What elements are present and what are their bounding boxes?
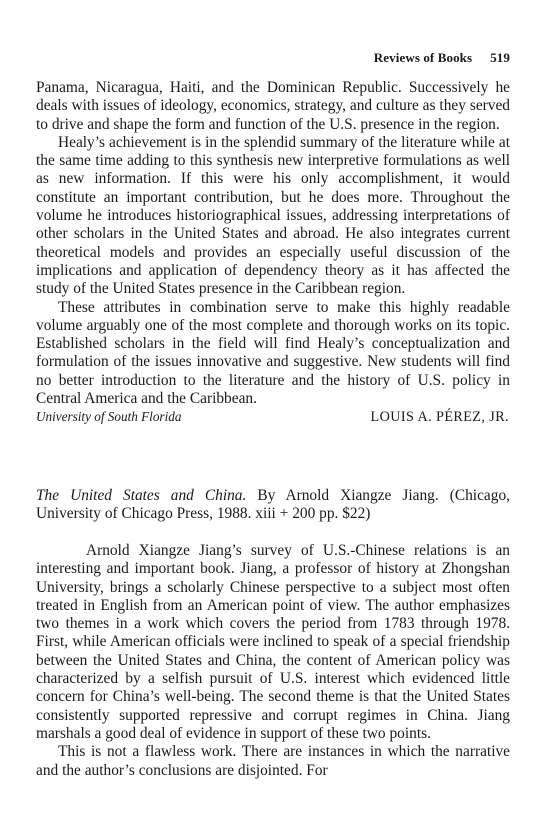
review-two-body — [36, 542, 510, 780]
review-one-paragraph-1: Panama, Nicaragua, Haiti, and the Dominican Republic. Successively he deals with issues of ideology, economics, strategy, and culture as they served to drive and shape the form and function of the U.S. presence in the region. — [36, 79, 510, 133]
section-title: Reviews of Books — [373, 50, 473, 65]
review-two-paragraph-1: Arnold Xiangze Jiang’s survey of U.S.-Chinese relations is an interesting and important book. Jiang, a professor of history at Zhongshan University, brings a scholarly Chinese perspective to a subject most often treated in English from an American point of view. The author emphasizes two themes in a work which covers the period from 1783 through 1978. First, while American officials were inclined to speak of a special friendship between the United States and China, the content of American policy was characterized by a selfish pursuit of U.S. interest which evidenced little concern for China’s well-being. The second theme is that the United States consistently supported repressive and corrupt regimes in China. Jiang marshals a good deal of evidence in support of these two points. — [36, 542, 510, 742]
review-two-paragraph-2: This is not a flawless work. There are instances in which the narrative and the author’s conclusions are disjointed. For — [36, 743, 510, 779]
book-title: The United States and China. — [36, 487, 247, 504]
review-one-paragraph-3: These attributes in combination serve to make this highly readable volume arguably one of the most complete and thorough works on its topic. Established scholars in the field will find Healy’s conceptualization and formulation of the issues innovative and suggestive. New students will find no better introduction to the literature and the history of U.S. policy in Central America and the Caribbean. — [36, 298, 510, 408]
book-citation: By Arnold Xiangze Jiang. (Chicago, University of Chicago Press, 1988. xiii + 200 pp. $22) — [36, 487, 510, 523]
reviewer-affiliation: University of South Florida — [36, 409, 182, 425]
running-header — [36, 50, 510, 66]
review-one-signature — [36, 408, 510, 426]
page-number: 519 — [490, 50, 510, 65]
reviewer-name: LOUIS A. PÉREZ, JR. — [370, 409, 509, 426]
review-one-body — [36, 79, 510, 427]
review-one-paragraph-2: Healy’s achievement is in the splendid summary of the literature while at the same time adding to this synthesis new interpretive formulations as well as new information. If this were his only accomplishment, it would constitute an important contribution, but he does more. Throughout the volume he introduces historiographical issues, addressing interpretations of other scholars in the United States and abroad. He also integrates current theoretical models and provides an especially useful discussion of the implications and application of dependency theory as it has affected the study of the United States presence in the Caribbean region. — [36, 133, 510, 298]
review-two-heading — [36, 487, 510, 524]
